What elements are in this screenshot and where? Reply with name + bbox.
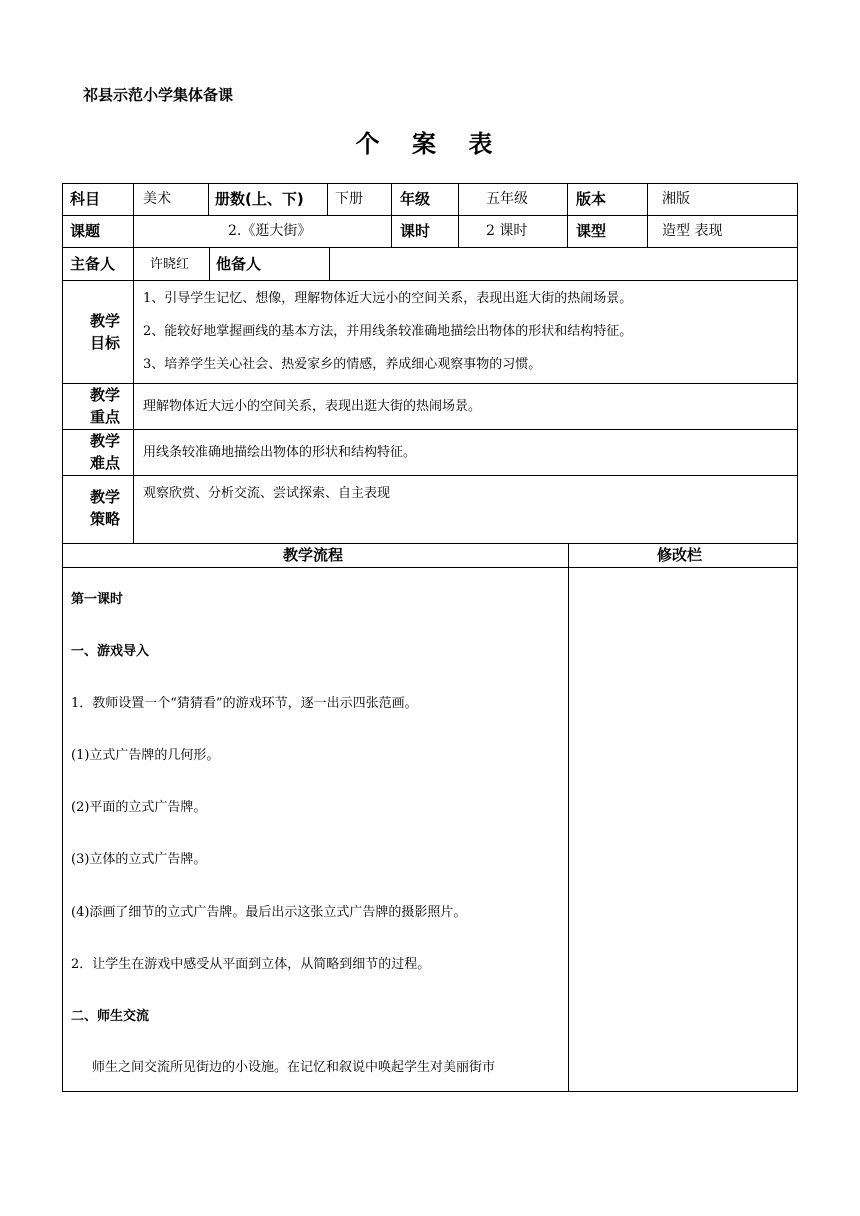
hours-label: 课时: [400, 222, 431, 240]
process-line: 1．教师设置一个“猜猜看”的游戏环节，逐一出示四张范画。: [71, 696, 418, 711]
process-line: (3)立体的立式广告牌。: [71, 852, 207, 867]
topic-label: 课题: [70, 222, 101, 240]
goal-item: 1、引导学生记忆、想像，理解物体近大远小的空间关系，表现出逛大街的热闹场景。: [143, 291, 633, 306]
process-line: (1)立式广告牌的几何形。: [71, 748, 220, 763]
revision-header: 修改栏: [657, 546, 703, 564]
process-line: (2)平面的立式广告牌。: [71, 800, 207, 815]
process-line: 师生之间交流所见街边的小设施。在记忆和叙说中唤起学生对美丽街市: [92, 1060, 496, 1075]
topic-value: 2.《逛大街》: [228, 223, 312, 239]
goals-label: 教学 目标: [89, 312, 120, 352]
process-header: 教学流程: [283, 546, 344, 564]
volume-value: 下册: [335, 191, 363, 207]
subject-value: 美术: [143, 191, 171, 207]
page-title: 个 案 表: [355, 130, 505, 158]
type-label: 课型: [576, 222, 607, 240]
grade-value: 五年级: [486, 191, 528, 207]
goal-item: 3、培养学生关心社会、热爱家乡的情感，养成细心观察事物的习惯。: [143, 357, 542, 372]
school-header: 祁县示范小学集体备课: [83, 86, 234, 104]
strategy-label: 教学 策略: [89, 488, 120, 528]
lead-value: 许晓红: [150, 257, 190, 272]
lead-label: 主备人: [70, 255, 116, 273]
section-heading: 一、游戏导入: [71, 644, 150, 659]
volume-label: 册数(上、下): [215, 190, 304, 208]
difficulty-label: 教学 难点: [89, 432, 120, 472]
goal-item: 2、能较好地掌握画线的基本方法，并用线条较准确地描绘出物体的形状和结构特征。: [143, 324, 633, 339]
process-line: 2．让学生在游戏中感受从平面到立体，从简略到细节的过程。: [71, 957, 431, 972]
difficulty-text: 用线条较准确地描绘出物体的形状和结构特征。: [143, 445, 417, 460]
key-label: 教学 重点: [89, 386, 120, 426]
type-value: 造型 表现: [662, 223, 723, 239]
key-text: 理解物体近大远小的空间关系，表现出逛大街的热闹场景。: [143, 399, 482, 414]
strategy-text: 观察欣赏、分析交流、尝试探索、自主表现: [143, 486, 391, 501]
others-label: 他备人: [216, 255, 262, 273]
edition-label: 版本: [576, 190, 607, 208]
edition-value: 湘版: [662, 191, 690, 207]
process-line: (4)添画了细节的立式广告牌。最后出示这张立式广告牌的摄影照片。: [71, 905, 467, 920]
section-heading: 二、师生交流: [71, 1009, 150, 1024]
subject-label: 科目: [70, 190, 101, 208]
hours-value: 2 课时: [486, 223, 528, 239]
grade-label: 年级: [400, 190, 431, 208]
session-heading: 第一课时: [71, 592, 124, 607]
